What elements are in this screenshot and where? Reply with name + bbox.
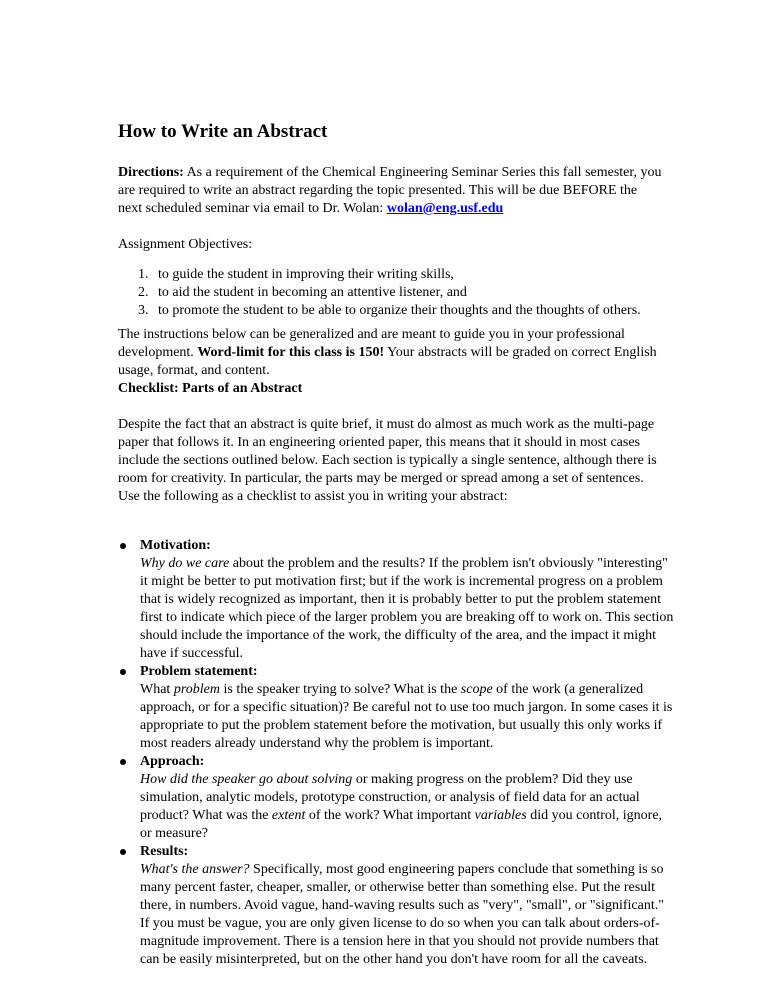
bullet-icon: [120, 759, 126, 765]
checklist-item-approach: [118, 753, 675, 843]
body-text: is the speaker trying to solve? What is the: [219, 682, 461, 697]
email-link[interactable]: wolan@eng.usf.edu: [386, 201, 504, 216]
objective-number: 1.: [138, 267, 149, 282]
checklist-item-problem-statement: [118, 663, 675, 753]
checklist: [118, 537, 675, 969]
emphasis-text: What's the answer?: [140, 862, 250, 877]
objective-text: to guide the student in improving their writing skills,: [158, 267, 454, 282]
page-title: How to Write an Abstract: [118, 121, 328, 142]
bullet-icon: [120, 849, 126, 855]
checklist-item-body: [140, 771, 675, 843]
checklist-item-body: [140, 861, 675, 969]
checklist-item-title: Problem statement:: [140, 664, 258, 679]
objectives-heading: Assignment Objectives:: [118, 237, 253, 252]
objective-item: [118, 266, 678, 284]
objective-number: 2.: [138, 285, 149, 300]
objective-item: [118, 302, 678, 320]
checklist-heading: Checklist: Parts of an Abstract: [118, 381, 303, 396]
checklist-item-title: Approach:: [140, 754, 205, 769]
directions-text: As a requirement of the Chemical Engineering Seminar Series this fall semester, you are required to write an abstract regarding the topic presented. This will be due BEFORE the next scheduled seminar via email to Dr. Wolan:: [118, 165, 662, 216]
body-text: What: [140, 682, 174, 697]
body-text: Specifically, most good engineering papers conclude that something is so many percent faster, cheaper, smaller, or otherwise better than something else. Put the result there, in numbers. Avoid vague, hand-waving results such as "very", "small", or "significant." If you must be vague, you are only given license to do so when you can talk about orders-of-magnitude improvement. There is a tension here in that you should not provide numbers that can be easily misinterpreted, but on the other hand you don't have room for all the caveats.: [140, 862, 664, 967]
emphasis-text: How did the speaker go about solving: [140, 772, 353, 787]
bullet-icon: [120, 543, 126, 549]
objective-item: [118, 284, 678, 302]
checklist-item-body: [140, 681, 675, 753]
emphasis-text: problem: [173, 682, 220, 697]
objective-text: to aid the student in becoming an attentive listener, and: [158, 285, 467, 300]
directions-label: Directions:: [118, 165, 184, 180]
emphasis-text: extent: [271, 808, 306, 823]
directions-paragraph: [118, 164, 663, 218]
body-text: or making progress on the problem? Did they use simulation, analytic models, prototype construction, or analysis of field data for an actual product? What was the: [140, 772, 640, 823]
body-text: of the work (a generalized approach, or for a specific situation)? Be careful not to use too much jargon. In some cases it is appropriate to put the problem statement before the motivation, but usually this only works if most readers already understand why the problem is important.: [140, 682, 673, 751]
emphasis-text: Why do we care: [140, 556, 230, 571]
checklist-item-title: Motivation:: [140, 538, 211, 553]
checklist-item-title: Results:: [140, 844, 189, 859]
checklist-item-results: [118, 843, 675, 969]
instructions-paragraph: [118, 326, 663, 380]
objectives-list: [118, 266, 678, 320]
emphasis-text: variables: [474, 808, 527, 823]
instructions-text-end: Your abstracts will be graded on correct English usage, format, and content.: [118, 345, 657, 378]
checklist-item-motivation: [118, 537, 675, 663]
bullet-icon: [120, 669, 126, 675]
word-limit-note: Word-limit for this class is 150!: [197, 345, 385, 360]
objective-number: 3.: [138, 303, 149, 318]
checklist-item-body: [140, 555, 675, 663]
instructions-text: The instructions below can be generalized and are meant to guide you in your professional development.: [118, 327, 625, 360]
body-text: about the problem and the results? If the problem isn't obviously "interesting" it might be better to put motivation first; but if the work is incremental progress on a problem that is widely recognized as important, then it is probably better to put the problem statement first to indicate which piece of the larger problem you are breaking off to work on. This section should include the importance of the work, the difficulty of the area, and the impact it might have if successful.: [140, 556, 674, 661]
intro-paragraph: Despite the fact that an abstract is quite brief, it must do almost as much work as the multi-page paper that follows it. In an engineering oriented paper, this means that it should in most cases include the sections outlined below. Each section is typically a single sentence, although there is room for creativity. In particular, the parts may be merged or spread among a set of sentences. Use the following as a checklist to assist you in writing your abstract:: [118, 417, 657, 504]
objective-text: to promote the student to be able to organize their thoughts and the thoughts of others.: [158, 303, 641, 318]
emphasis-text: scope: [460, 682, 493, 697]
body-text: did you control, ignore, or measure?: [140, 808, 663, 841]
body-text: of the work? What important: [305, 808, 475, 823]
